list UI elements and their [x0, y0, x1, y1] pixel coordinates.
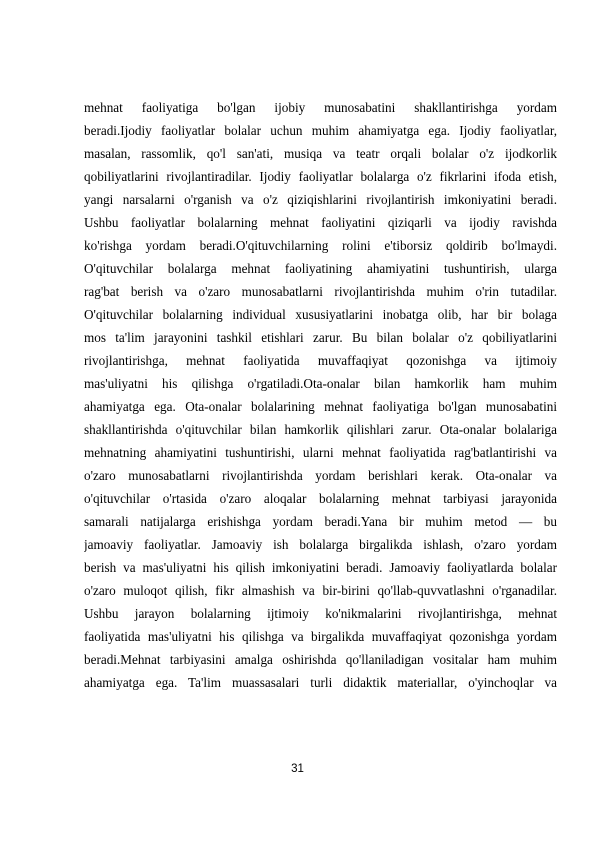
text-line: beradi.Mehnat tarbiyasini amalga oshirishda qo'llaniladigan vositalar ham muhim [84, 652, 557, 667]
text-line: ko'rishga yordam beradi.O'qituvchilarning rolini e'tiborsiz qoldirib bo'lmaydi. [84, 238, 557, 253]
text-line: o'zaro muloqot qilish, fikr almashish va bir-birini qo'llab-quvvatlashni o'rganadilar. [84, 583, 557, 598]
text-line: ahamiyatga ega. Ta'lim muassasalari turli didaktik materiallar, o'yinchoqlar va [84, 675, 557, 690]
body-text [84, 96, 557, 694]
text-line: rivojlantirishga, mehnat faoliyatida muvaffaqiyat qozonishga va ijtimoiy [84, 353, 557, 368]
text-line: o'zaro munosabatlarni rivojlantirishda yordam berishlari kerak. Ota-onalar va [84, 468, 557, 483]
text-line: ahamiyatga ega. Ota-onalar bolalarining mehnat faoliyatiga bo'lgan munosabatini [84, 399, 557, 414]
text-line: mas'uliyatni his qilishga o'rgatiladi.Ota-onalar bilan hamkorlik ham muhim [84, 376, 557, 391]
text-line: shakllantirishda o'qituvchilar bilan hamkorlik qilishlari zarur. Ota-onalar bolalariga [84, 422, 557, 437]
text-line: masalan, rassomlik, qo'l san'ati, musiqa va teatr orqali bolalar o'z ijodkorlik [84, 146, 557, 161]
text-line: Ushbu jarayon bolalarning ijtimoiy ko'nikmalarini rivojlantirishga, mehnat [84, 606, 557, 621]
text-line: O'qituvchilar bolalarning individual xususiyatlarini inobatga olib, har bir bolaga [84, 307, 557, 322]
text-line: yangi narsalarni o'rganish va o'z qiziqishlarini rivojlantirish imkoniyatini beradi. [84, 192, 557, 207]
text-line: Ushbu faoliyatlar bolalarning mehnat faoliyatini qiziqarli va ijodiy ravishda [84, 215, 557, 230]
text-line: qobiliyatlarini rivojlantiradilar. Ijodiy faoliyatlar bolalarga o'z fikrlarini ifoda etish, [84, 169, 557, 184]
page-number: 31 [291, 763, 304, 775]
text-line: berish va mas'uliyatni his qilish imkoniyatini beradi. Jamoaviy faoliyatlarda bolalar [84, 560, 557, 575]
text-line: faoliyatida mas'uliyatni his qilishga va birgalikda muvaffaqiyat qozonishga yordam [84, 629, 557, 644]
text-line: mehnatning ahamiyatini tushuntirishi, ularni mehnat faoliyatida rag'batlantirishi va [84, 445, 557, 460]
text-line: mos ta'lim jarayonini tashkil etishlari zarur. Bu bilan bolalar o'z qobiliyatlarini [84, 330, 557, 345]
text-line: beradi.Ijodiy faoliyatlar bolalar uchun muhim ahamiyatga ega. Ijodiy faoliyatlar, [84, 123, 557, 138]
text-line: O'qituvchilar bolalarga mehnat faoliyatining ahamiyatini tushuntirish, ularga [84, 261, 557, 276]
text-line: o'qituvchilar o'rtasida o'zaro aloqalar bolalarning mehnat tarbiyasi jarayonida [84, 491, 557, 506]
text-line: rag'bat berish va o'zaro munosabatlarni rivojlantirishda muhim o'rin tutadilar. [84, 284, 557, 299]
text-line: jamoaviy faoliyatlar. Jamoaviy ish bolalarga birgalikda ishlash, o'zaro yordam [84, 537, 557, 552]
text-line: mehnat faoliyatiga bo'lgan ijobiy munosabatini shakllantirishga yordam [84, 100, 557, 115]
text-line: samarali natijalarga erishishga yordam beradi.Yana bir muhim metod — bu [84, 514, 557, 529]
